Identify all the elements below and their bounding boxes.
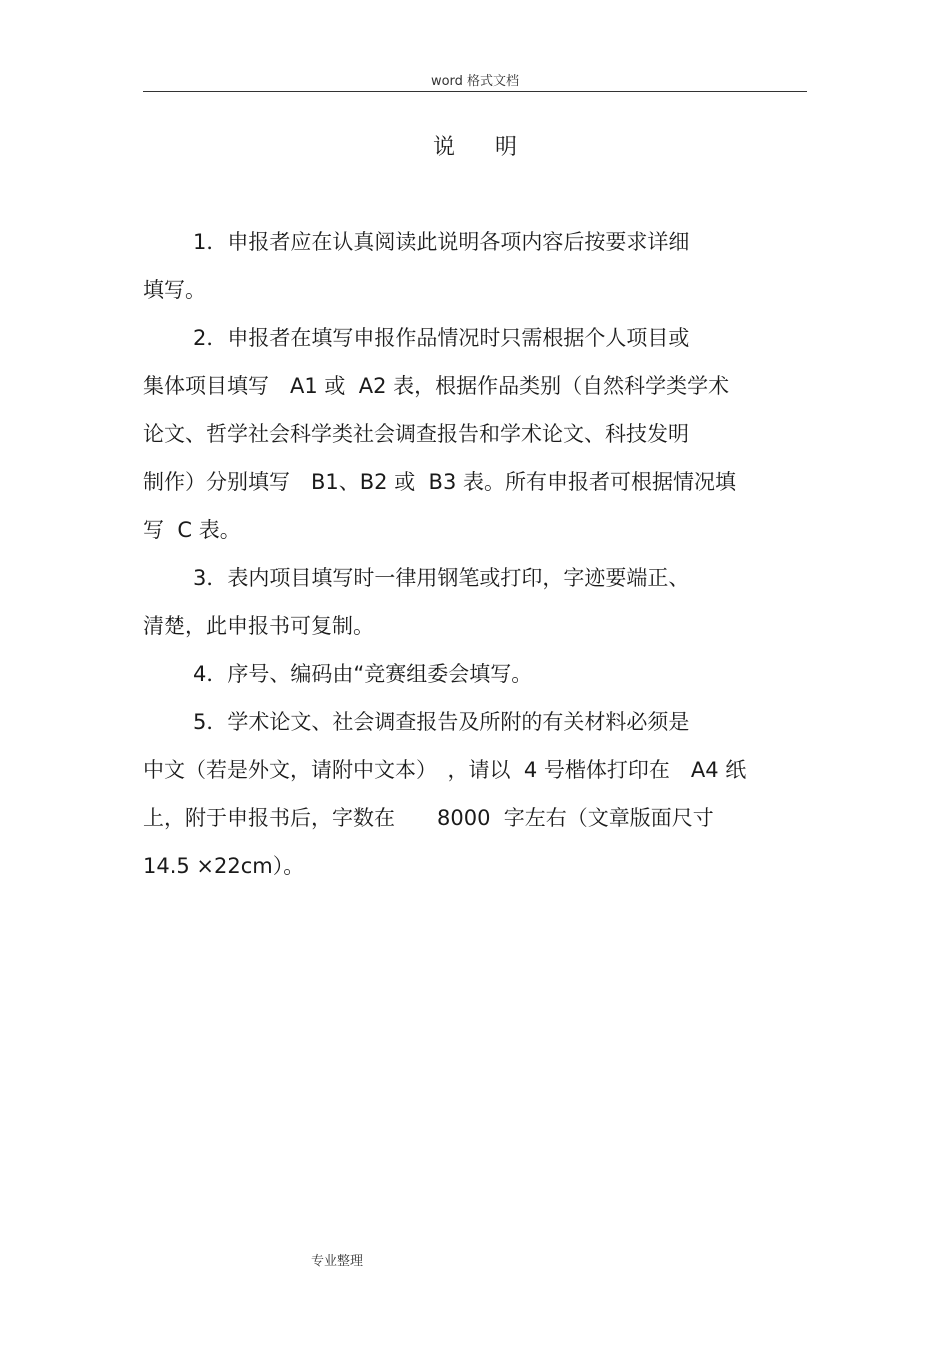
header-divider (143, 91, 807, 92)
document-title: 说明 (432, 135, 557, 160)
paragraph-5-line-4: 14.5 ×22cm）。 (143, 854, 305, 878)
paragraph-3-line-1: 3．表内项目填写时一律用钢笔或打印，字迹要端正、 (193, 566, 690, 590)
paragraph-2-line-4: 制作）分别填写 B1、B2 或 B3 表。所有申报者可根据情况填 (143, 470, 737, 494)
paragraph-5-line-1: 5．学术论文、社会调查报告及所附的有关材料必须是 (193, 710, 690, 734)
paragraph-2-line-1: 2．申报者在填写申报作品情况时只需根据个人项目或 (193, 326, 690, 350)
paragraph-5-line-3: 上，附于申报书后，字数在 8000 字左右（文章版面尺寸 (143, 806, 714, 830)
paragraph-2-line-5: 写 C 表。 (143, 518, 241, 542)
paragraph-2-line-2: 集体项目填写 A1 或 A2 表，根据作品类别（自然科学类学术 (143, 374, 730, 398)
page-header: word 格式文档 (430, 74, 520, 89)
page-footer: 专业整理 (311, 1254, 364, 1269)
paragraph-5-line-2: 中文（若是外文，请附中文本） ，请以 4 号楷体打印在 A4 纸 (143, 758, 747, 782)
paragraph-2-line-3: 论文、哲学社会科学类社会调查报告和学术论文、科技发明 (143, 422, 689, 446)
paragraph-1-line-1: 1．申报者应在认真阅读此说明各项内容后按要求详细 (193, 230, 690, 254)
paragraph-3-line-2: 清楚，此申报书可复制。 (143, 614, 374, 638)
paragraph-4-line-1: 4．序号、编码由“竞赛组委会填写。 (193, 662, 533, 686)
paragraph-1-line-2: 填写。 (143, 278, 206, 302)
